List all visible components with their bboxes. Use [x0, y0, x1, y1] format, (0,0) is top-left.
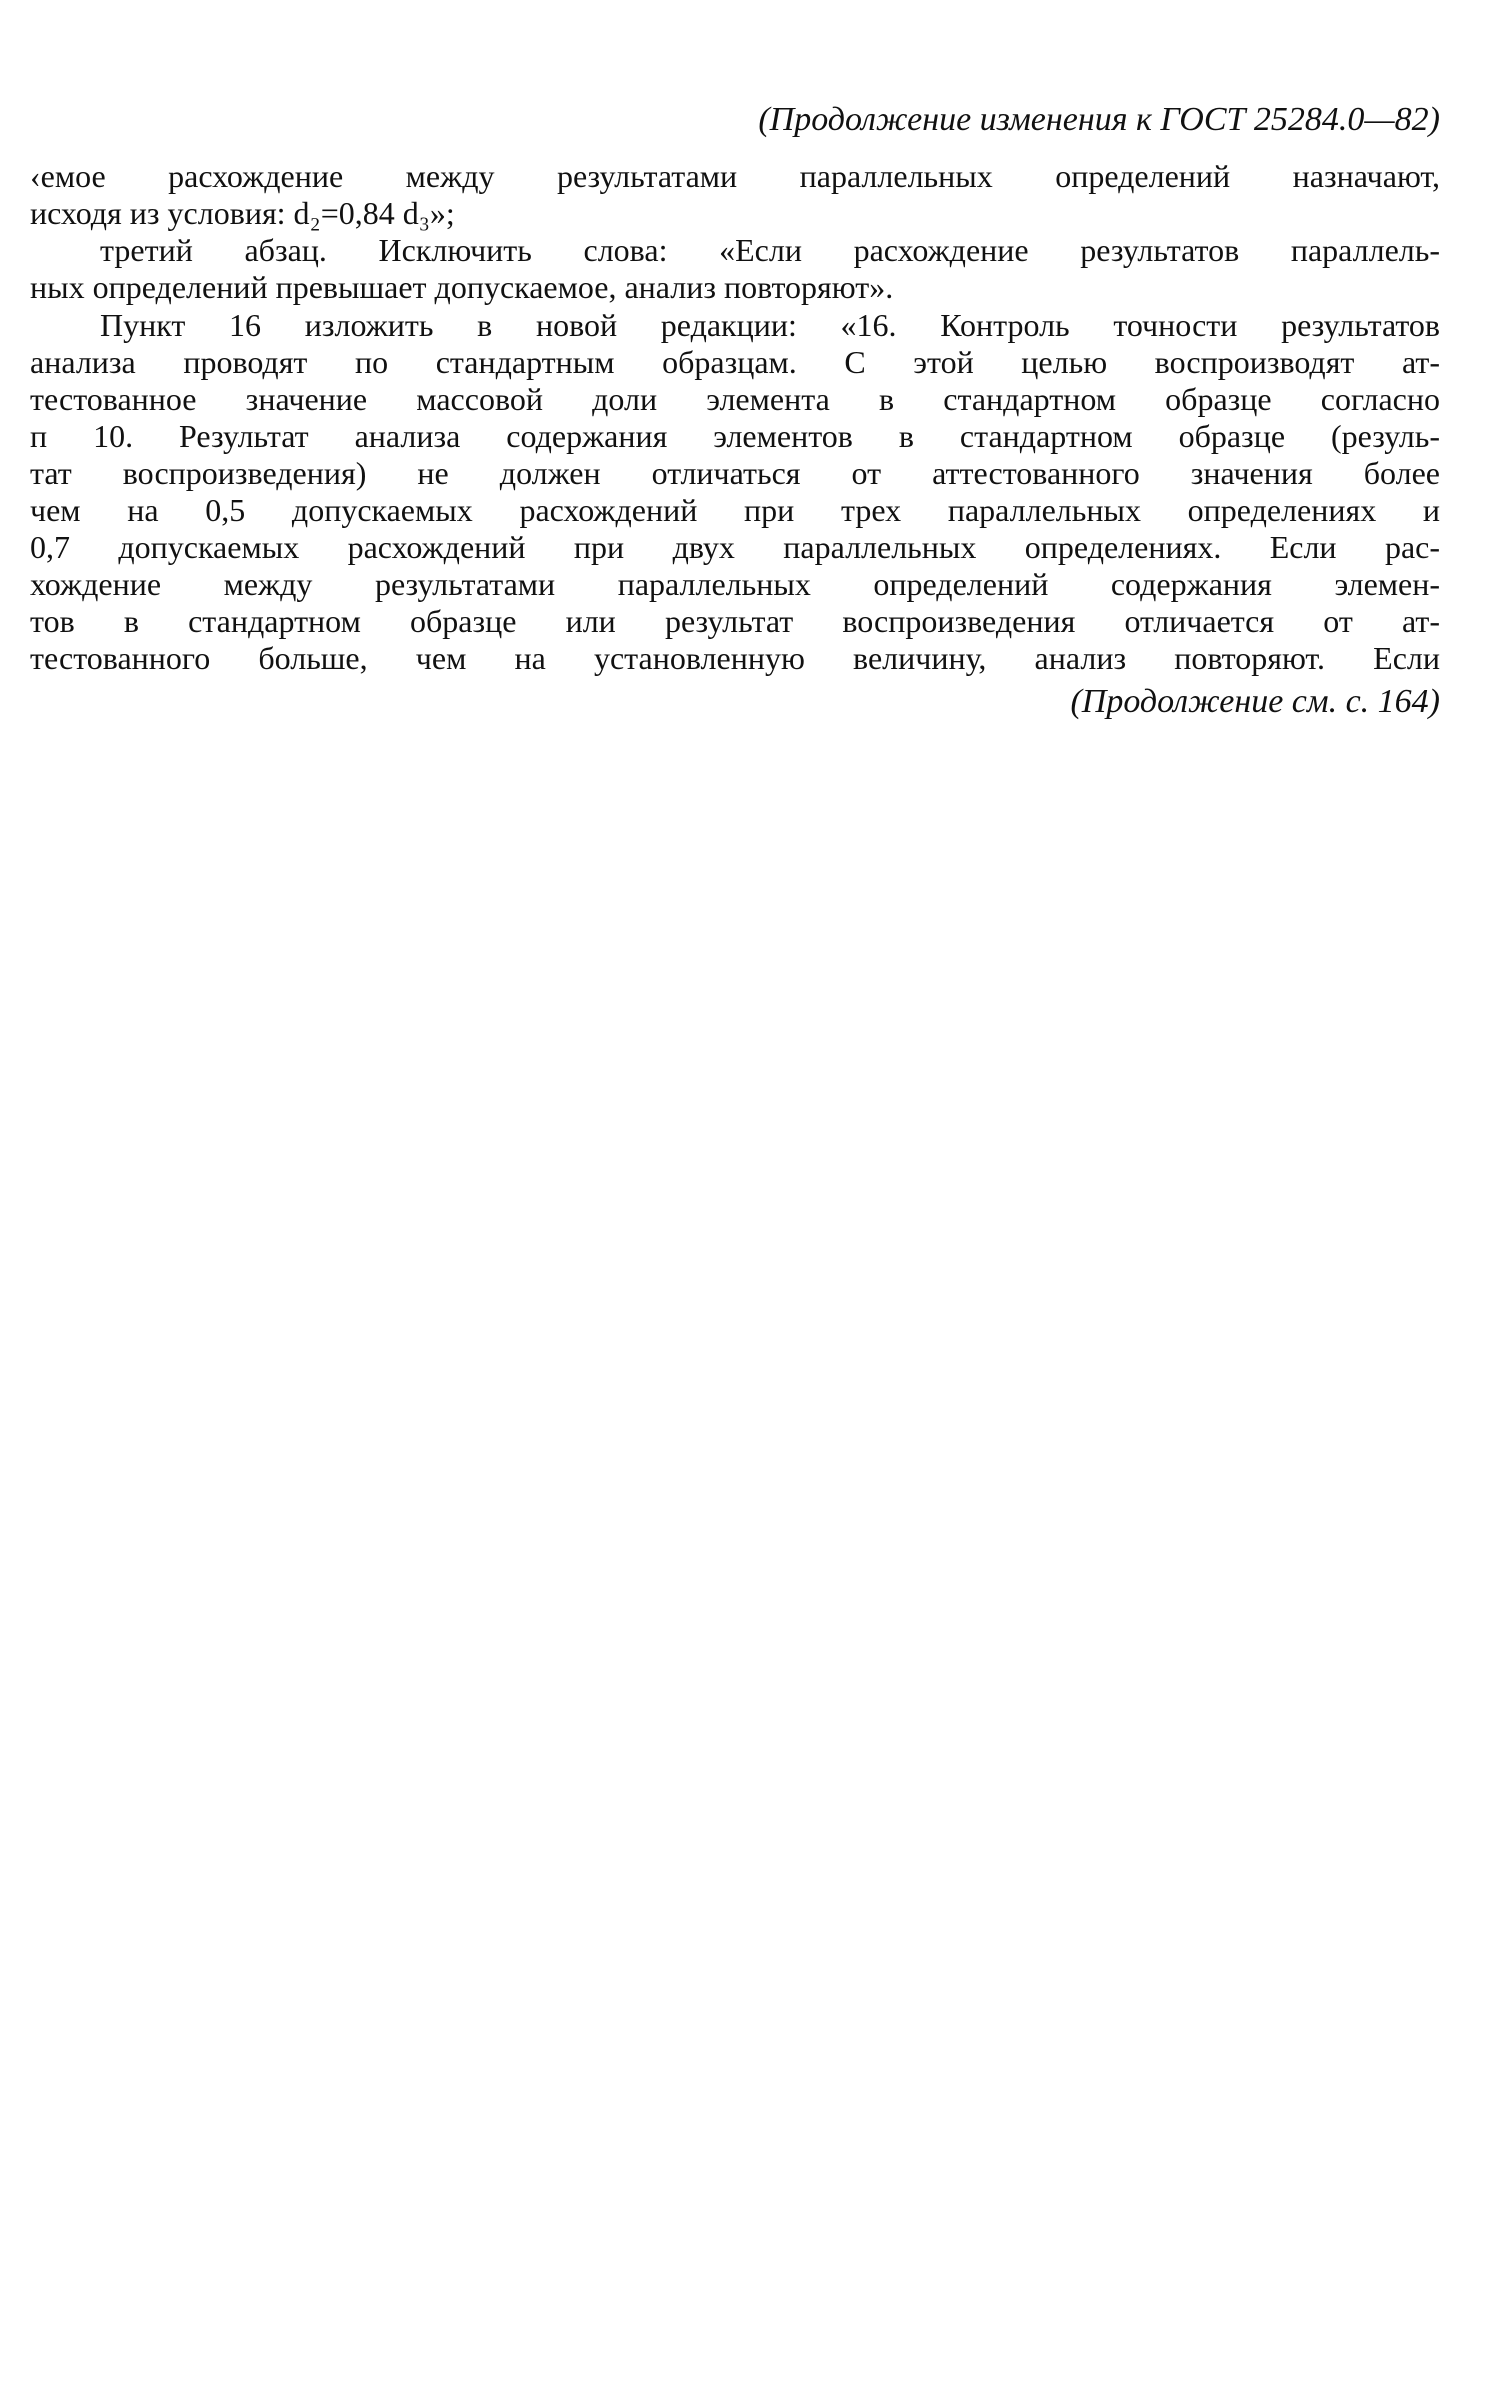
text-line-7: тестованное значение массовой доли элемента в стандартном образце согласно [30, 381, 1440, 417]
text-line-4: ных определений превышает допускаемое, анализ повторяют». [30, 269, 894, 305]
text-line-3: третий абзац. Исключить слова: «Если расхождение результатов параллель- [100, 232, 1440, 268]
text-line-13: тов в стандартном образце или результат воспроизведения отличается от ат- [30, 603, 1440, 639]
continuation-footer: (Продолжение см. с. 164) [1070, 683, 1440, 720]
text-line-14: тестованного больше, чем на установленную величину, анализ повторяют. Если [30, 640, 1440, 676]
text-line-10: чем на 0,5 допускаемых расхождений при трех параллельных определениях и [30, 492, 1440, 528]
text-line-8: п 10. Результат анализа содержания элементов в стандартном образце (резуль- [30, 418, 1440, 454]
text-line-1: ‹емое расхождение между результатами параллельных определений назначают, [30, 158, 1440, 194]
text-line-9: тат воспроизведения) не должен отличаться от аттестованного значения более [30, 455, 1440, 491]
text-line-5: Пункт 16 изложить в новой редакции: «16. Контроль точности результатов [100, 307, 1440, 343]
text-line-11: 0,7 допускаемых расхождений при двух параллельных определениях. Если рас- [30, 529, 1440, 565]
text-line-6: анализа проводят по стандартным образцам. С этой целью воспроизводят ат- [30, 344, 1440, 380]
text-line-2: исходя из условия: d₂=0,84 d₃»; [30, 195, 455, 231]
text-line-12: хождение между результатами параллельных определений содержания элемен- [30, 566, 1440, 602]
continuation-header: (Продолжение изменения к ГОСТ 25284.0—82) [758, 101, 1440, 138]
